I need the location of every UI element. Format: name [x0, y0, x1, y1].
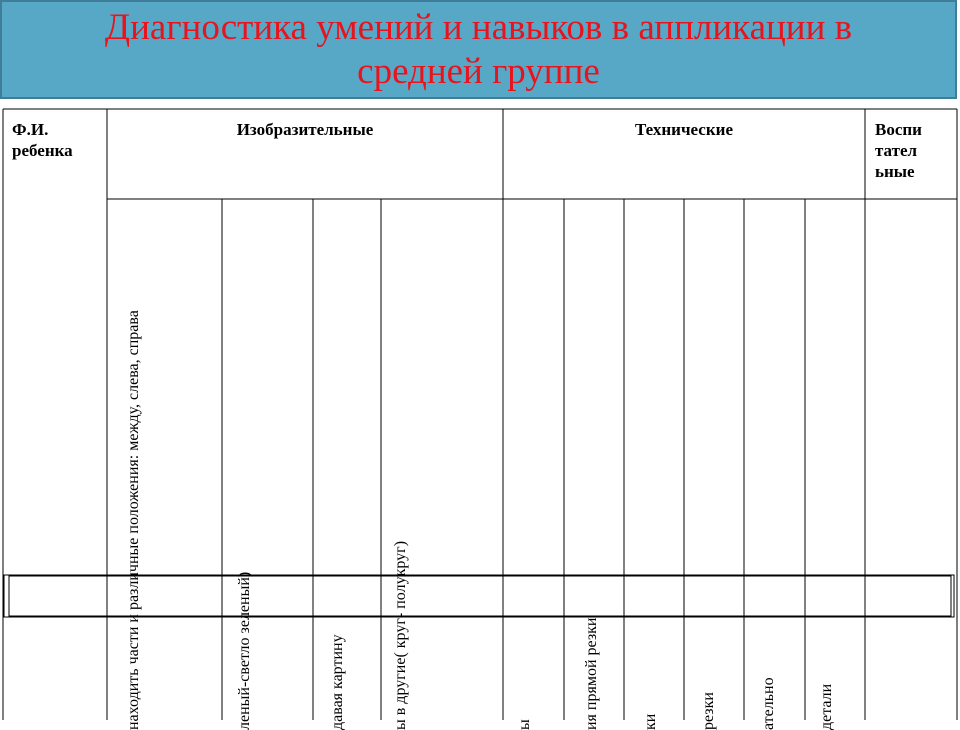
subcolumn-9-label: ательно: [760, 677, 777, 730]
header-educational-group: Воспи тател ьные: [875, 120, 922, 181]
subcolumn-7-label: ки: [642, 713, 659, 730]
subcolumn-6-label: ия прямой резки: [583, 617, 600, 730]
title-line-2: средней группе: [357, 51, 600, 92]
subcolumn-10-label: детали: [818, 683, 835, 730]
subcolumn-8-label: резки: [700, 692, 717, 730]
title-line-1: Диагностика умений и навыков в аппликации в: [104, 7, 853, 48]
subcolumn-1-label: находить части и различные положения: между, слева, справа: [125, 310, 142, 730]
header-technical-group: Технические: [634, 120, 733, 139]
header-child-name: Ф.И. ребенка: [12, 120, 73, 160]
subcolumn-5-label: ы: [516, 719, 533, 730]
subcolumn-4-label: ы в другие( круг- полукруг): [392, 540, 409, 730]
subcolumn-2-label: леный-светло зеленый): [236, 571, 253, 730]
header-visual-group: Изобразительные: [236, 120, 374, 139]
subcolumn-3-label: давая картину: [329, 634, 346, 730]
